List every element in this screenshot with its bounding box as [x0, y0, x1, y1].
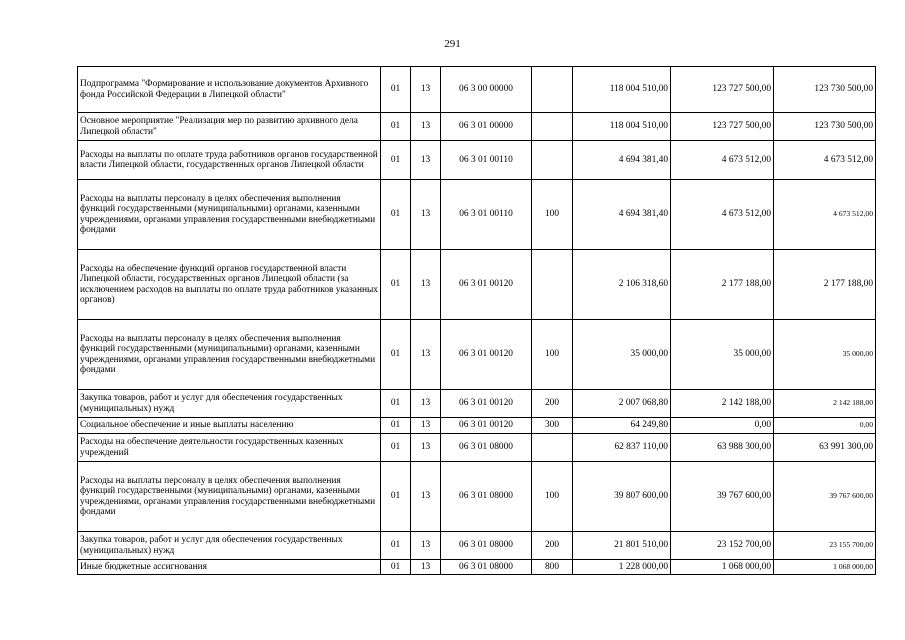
- amount-year-2: 4 673 512,00: [671, 141, 774, 180]
- amount-year-3: 39 767 600,00: [774, 462, 876, 532]
- amount-year-3: 4 673 512,00: [774, 180, 876, 250]
- target-code: 06 3 00 00000: [441, 67, 532, 113]
- target-code: 06 3 01 00120: [441, 320, 532, 390]
- amount-year-1: 4 694 381,40: [573, 180, 671, 250]
- row-name: Расходы на обеспечение деятельности государственных казенных учреждений: [78, 434, 381, 462]
- expense-type: 100: [532, 462, 573, 532]
- row-name: Подпрограмма "Формирование и использование документов Архивного фонда Российской Федерации в Липецкой области": [78, 67, 381, 113]
- amount-year-2: 4 673 512,00: [671, 180, 774, 250]
- amount-year-3: 2 142 188,00: [774, 390, 876, 418]
- amount-year-3: 2 177 188,00: [774, 250, 876, 320]
- expense-type: 800: [532, 560, 573, 575]
- section-code: 13: [411, 462, 441, 532]
- expense-type: 300: [532, 418, 573, 434]
- amount-year-3: 1 068 000,00: [774, 560, 876, 575]
- target-code: 06 3 01 00120: [441, 390, 532, 418]
- amount-year-3: 0,00: [774, 418, 876, 434]
- target-code: 06 3 01 00120: [441, 418, 532, 434]
- target-code: 06 3 01 08000: [441, 434, 532, 462]
- row-name: Социальное обеспечение и иные выплаты населению: [78, 418, 381, 434]
- row-name: Иные бюджетные ассигнования: [78, 560, 381, 575]
- section-code: 13: [411, 434, 441, 462]
- ministry-code: 01: [381, 390, 411, 418]
- table-row: [78, 560, 876, 575]
- amount-year-2: 2 177 188,00: [671, 250, 774, 320]
- target-code: 06 3 01 08000: [441, 532, 532, 560]
- amount-year-2: 63 988 300,00: [671, 434, 774, 462]
- amount-year-1: 118 004 510,00: [573, 113, 671, 141]
- amount-year-3: 35 000,00: [774, 320, 876, 390]
- row-name: Закупка товаров, работ и услуг для обеспечения государственных (муниципальных) нужд: [78, 532, 381, 560]
- amount-year-1: 35 000,00: [573, 320, 671, 390]
- expense-type: [532, 250, 573, 320]
- budget-table: [77, 66, 876, 575]
- row-name: Основное мероприятие "Реализация мер по развитию архивного дела Липецкой области": [78, 113, 381, 141]
- ministry-code: 01: [381, 141, 411, 180]
- amount-year-2: 2 142 188,00: [671, 390, 774, 418]
- amount-year-2: 35 000,00: [671, 320, 774, 390]
- amount-year-3: 123 730 500,00: [774, 113, 876, 141]
- table-row: [78, 532, 876, 560]
- amount-year-3: 123 730 500,00: [774, 67, 876, 113]
- section-code: 13: [411, 320, 441, 390]
- ministry-code: 01: [381, 113, 411, 141]
- section-code: 13: [411, 113, 441, 141]
- expense-type: [532, 434, 573, 462]
- amount-year-2: 0,00: [671, 418, 774, 434]
- expense-type: 200: [532, 532, 573, 560]
- expense-type: 100: [532, 180, 573, 250]
- amount-year-2: 39 767 600,00: [671, 462, 774, 532]
- section-code: 13: [411, 532, 441, 560]
- section-code: 13: [411, 250, 441, 320]
- ministry-code: 01: [381, 532, 411, 560]
- amount-year-2: 1 068 000,00: [671, 560, 774, 575]
- ministry-code: 01: [381, 67, 411, 113]
- ministry-code: 01: [381, 250, 411, 320]
- amount-year-1: 1 228 000,00: [573, 560, 671, 575]
- page-number: 291: [444, 38, 461, 50]
- target-code: 06 3 01 00000: [441, 113, 532, 141]
- amount-year-3: 23 155 700,00: [774, 532, 876, 560]
- amount-year-1: 2 106 318,60: [573, 250, 671, 320]
- row-name: Расходы на обеспечение функций органов государственной власти Липецкой области, государственных органов Липецкой области (за исключением расходов на выплаты по оплате труда работников указанных органов): [78, 250, 381, 320]
- amount-year-2: 23 152 700,00: [671, 532, 774, 560]
- row-name: Расходы на выплаты персоналу в целях обеспечения выполнения функций государственными (муниципальными) органами, казенными учреждениями, органами управления государственными внебюджетными фондами: [78, 180, 381, 250]
- target-code: 06 3 01 08000: [441, 462, 532, 532]
- amount-year-1: 39 807 600,00: [573, 462, 671, 532]
- expense-type: [532, 113, 573, 141]
- amount-year-1: 62 837 110,00: [573, 434, 671, 462]
- table-row: [78, 250, 876, 320]
- target-code: 06 3 01 08000: [441, 560, 532, 575]
- ministry-code: 01: [381, 320, 411, 390]
- table-row: [78, 180, 876, 250]
- table-row: [78, 67, 876, 113]
- amount-year-1: 21 801 510,00: [573, 532, 671, 560]
- ministry-code: 01: [381, 434, 411, 462]
- target-code: 06 3 01 00120: [441, 250, 532, 320]
- ministry-code: 01: [381, 560, 411, 575]
- amount-year-3: 4 673 512,00: [774, 141, 876, 180]
- table-row: [78, 462, 876, 532]
- expense-type: [532, 141, 573, 180]
- expense-type: 100: [532, 320, 573, 390]
- table-row: [78, 390, 876, 418]
- expense-type: 200: [532, 390, 573, 418]
- ministry-code: 01: [381, 462, 411, 532]
- ministry-code: 01: [381, 418, 411, 434]
- table-row: [78, 320, 876, 390]
- section-code: 13: [411, 67, 441, 113]
- amount-year-1: 118 004 510,00: [573, 67, 671, 113]
- row-name: Расходы на выплаты персоналу в целях обеспечения выполнения функций государственными (муниципальными) органами, казенными учреждениями, органами управления государственными внебюджетными фондами: [78, 462, 381, 532]
- amount-year-1: 4 694 381,40: [573, 141, 671, 180]
- section-code: 13: [411, 418, 441, 434]
- table-row: [78, 434, 876, 462]
- amount-year-2: 123 727 500,00: [671, 67, 774, 113]
- amount-year-1: 64 249,80: [573, 418, 671, 434]
- section-code: 13: [411, 141, 441, 180]
- target-code: 06 3 01 00110: [441, 180, 532, 250]
- table-row: [78, 418, 876, 434]
- table-row: [78, 113, 876, 141]
- target-code: 06 3 01 00110: [441, 141, 532, 180]
- section-code: 13: [411, 390, 441, 418]
- row-name: Закупка товаров, работ и услуг для обеспечения государственных (муниципальных) нужд: [78, 390, 381, 418]
- amount-year-1: 2 007 068,80: [573, 390, 671, 418]
- row-name: Расходы на выплаты по оплате труда работников органов государственной власти Липецкой области, государственных органов Липецкой области: [78, 141, 381, 180]
- amount-year-2: 123 727 500,00: [671, 113, 774, 141]
- table-row: [78, 141, 876, 180]
- ministry-code: 01: [381, 180, 411, 250]
- row-name: Расходы на выплаты персоналу в целях обеспечения выполнения функций государственными (муниципальными) органами, казенными учреждениями, органами управления государственными внебюджетными фондами: [78, 320, 381, 390]
- section-code: 13: [411, 560, 441, 575]
- section-code: 13: [411, 180, 441, 250]
- amount-year-3: 63 991 300,00: [774, 434, 876, 462]
- expense-type: [532, 67, 573, 113]
